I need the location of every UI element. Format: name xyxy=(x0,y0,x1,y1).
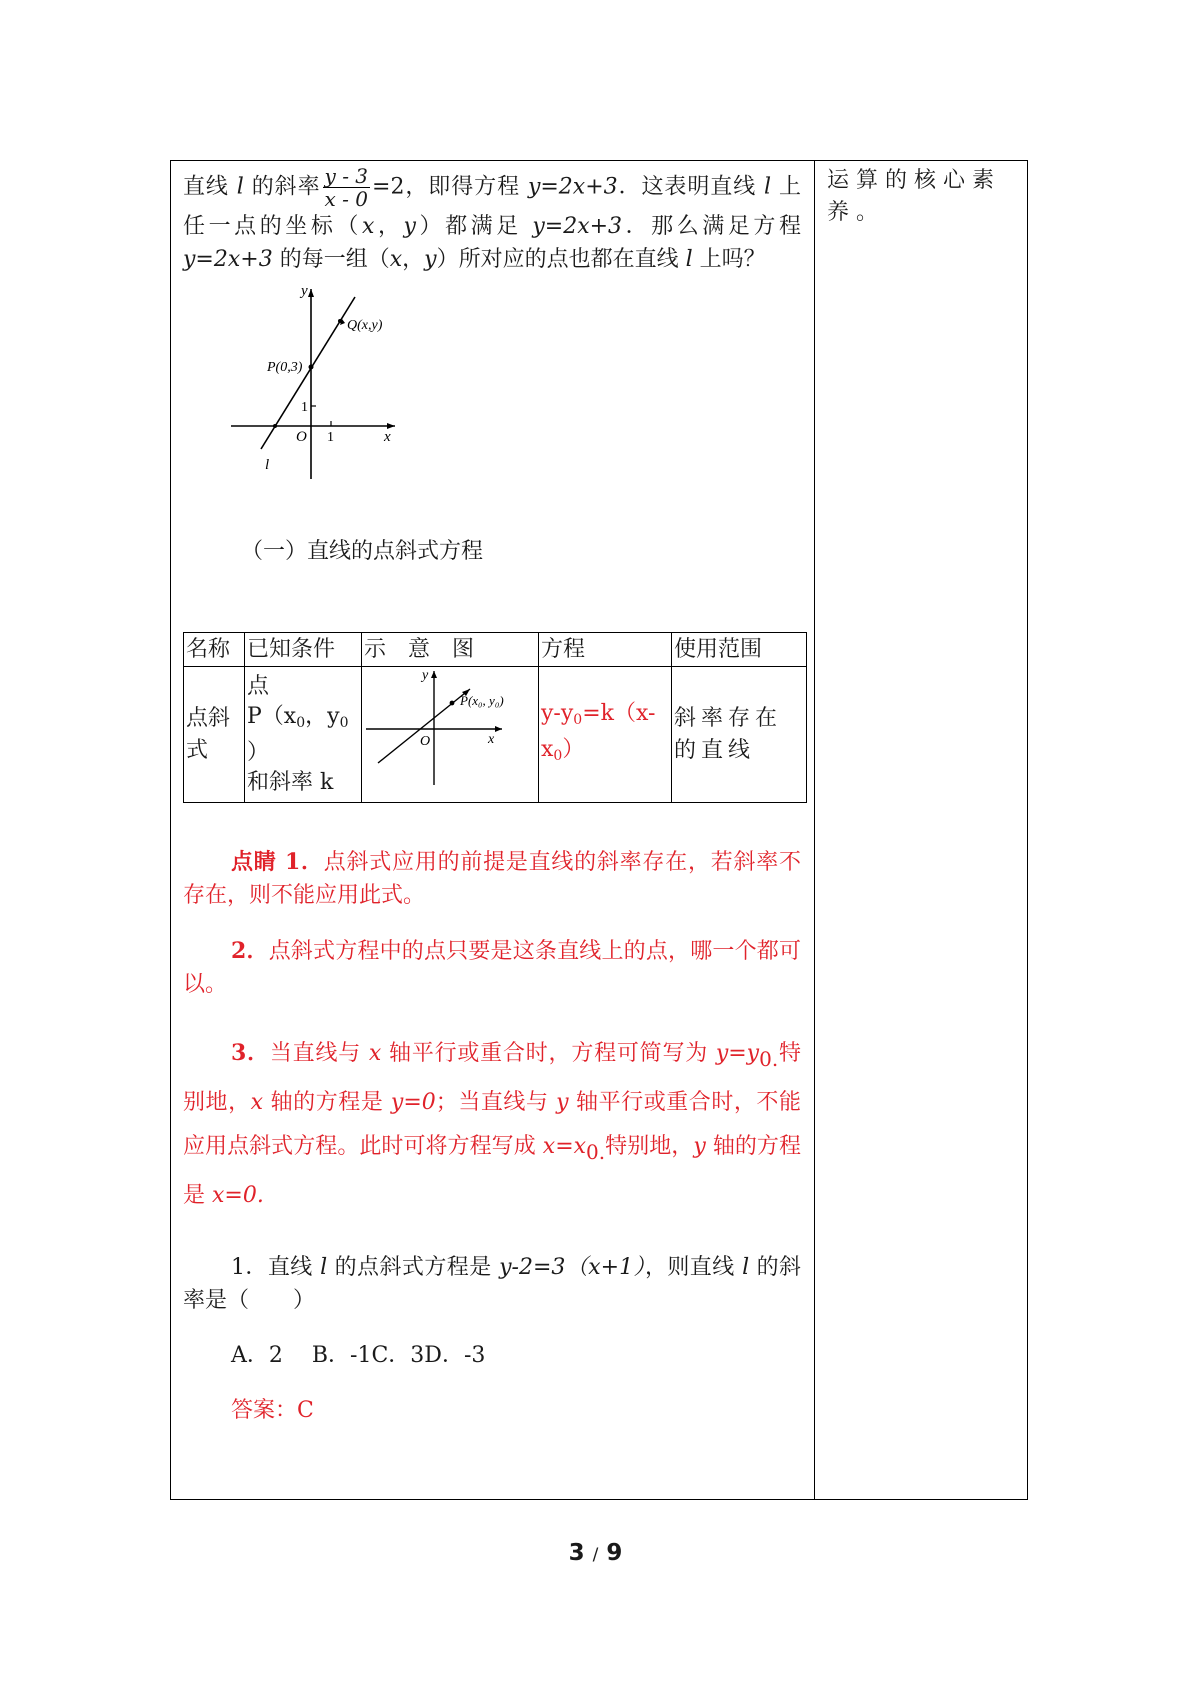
diagram-y-label: y xyxy=(422,668,429,683)
table-header-cell: 示 意 图 xyxy=(362,633,539,667)
note-1: 点睛 1．点斜式应用的前提是直线的斜率存在，若斜率不存在，则不能应用此式。 xyxy=(183,849,801,908)
condition-line: ） xyxy=(247,739,270,765)
condition-line: 点 xyxy=(247,673,270,699)
x-axis-label: x xyxy=(384,429,391,445)
name-cell: 点斜式 xyxy=(184,667,245,803)
diagram-point-label: P(x₀, y₀) xyxy=(460,693,504,708)
table-header-row xyxy=(184,633,807,667)
x-tick-label: 1 xyxy=(327,430,334,445)
y-tick-label: 1 xyxy=(301,400,308,415)
diagram-cell xyxy=(362,667,539,803)
question-text: 1．直线 l 的点斜式方程是 y-2=3（x+1），则直线 l 的斜率是（ ） xyxy=(183,1255,801,1313)
page-total: 9 xyxy=(606,1540,623,1566)
content-frame xyxy=(170,160,1028,1500)
slope-fraction: $\frac{y - 3}{x - 0}$ xyxy=(324,164,369,211)
diagram-x-label: x xyxy=(488,732,495,747)
column-divider xyxy=(814,161,815,1499)
point-slope-diagram xyxy=(362,667,534,793)
page-separator: / xyxy=(592,1545,599,1565)
condition-line: 和斜率 k xyxy=(247,769,334,795)
question-answer: 答案：C xyxy=(231,1398,314,1423)
note-2: 2．点斜式方程中的点只要是这条直线上的点，哪一个都可以。 xyxy=(183,938,801,997)
point-slope-table xyxy=(183,632,807,803)
page-current: 3 xyxy=(568,1540,585,1566)
table-header-cell: 方程 xyxy=(539,633,672,667)
coordinate-figure xyxy=(223,283,423,483)
line-l-label: l xyxy=(265,457,270,473)
side-note: 运算的核心素养。 xyxy=(827,168,1002,225)
note-3: 3．当直线与 x 轴平行或重合时，方程可简写为 y=y0.特别地，x 轴的方程是 y=0；当直线与 y 轴平行或重合时，不能应用点斜式方程。此时可将方程写成 x=x0.特别地，y 轴的方程是 x=0. xyxy=(183,1040,801,1208)
question-options: A．2 B．-1C．3D．-3 xyxy=(231,1343,486,1368)
intro-paragraph: 直线 l 的斜率 $\frac{y - 3}{x - 0}$ =2，即得方程 y=2x+3．这表明直线 l 上任一点的坐标（x，y）都满足 y=2x+3．那么满足方程 y=2x+3 的每一组（x，y）所对应的点也都在直线 l 上吗？ xyxy=(183,164,801,272)
point-p-label: P(0,3) xyxy=(267,360,303,375)
diagram-origin-label: O xyxy=(420,734,431,749)
equation-cell: $y-y_0=k(x-$ $x_0$） xyxy=(539,667,672,803)
origin-label: O xyxy=(296,429,307,445)
scope-cell: 斜率存在的直线 xyxy=(672,667,807,803)
table-row xyxy=(184,667,807,803)
point-q-label: Q(x,y) xyxy=(347,318,383,333)
table-header-cell: 使用范围 xyxy=(672,633,807,667)
section-title: （一）直线的点斜式方程 xyxy=(241,539,484,564)
table-header-cell: 名称 xyxy=(184,633,245,667)
y-axis-label: y xyxy=(301,283,308,299)
condition-line: $P(x_0$，$y_0$ xyxy=(247,703,349,731)
notes-block xyxy=(183,846,801,1218)
table-header-cell: 已知条件 xyxy=(245,633,362,667)
condition-cell xyxy=(245,667,362,803)
question-block xyxy=(183,1251,801,1427)
page-indicator xyxy=(0,1540,1191,1566)
